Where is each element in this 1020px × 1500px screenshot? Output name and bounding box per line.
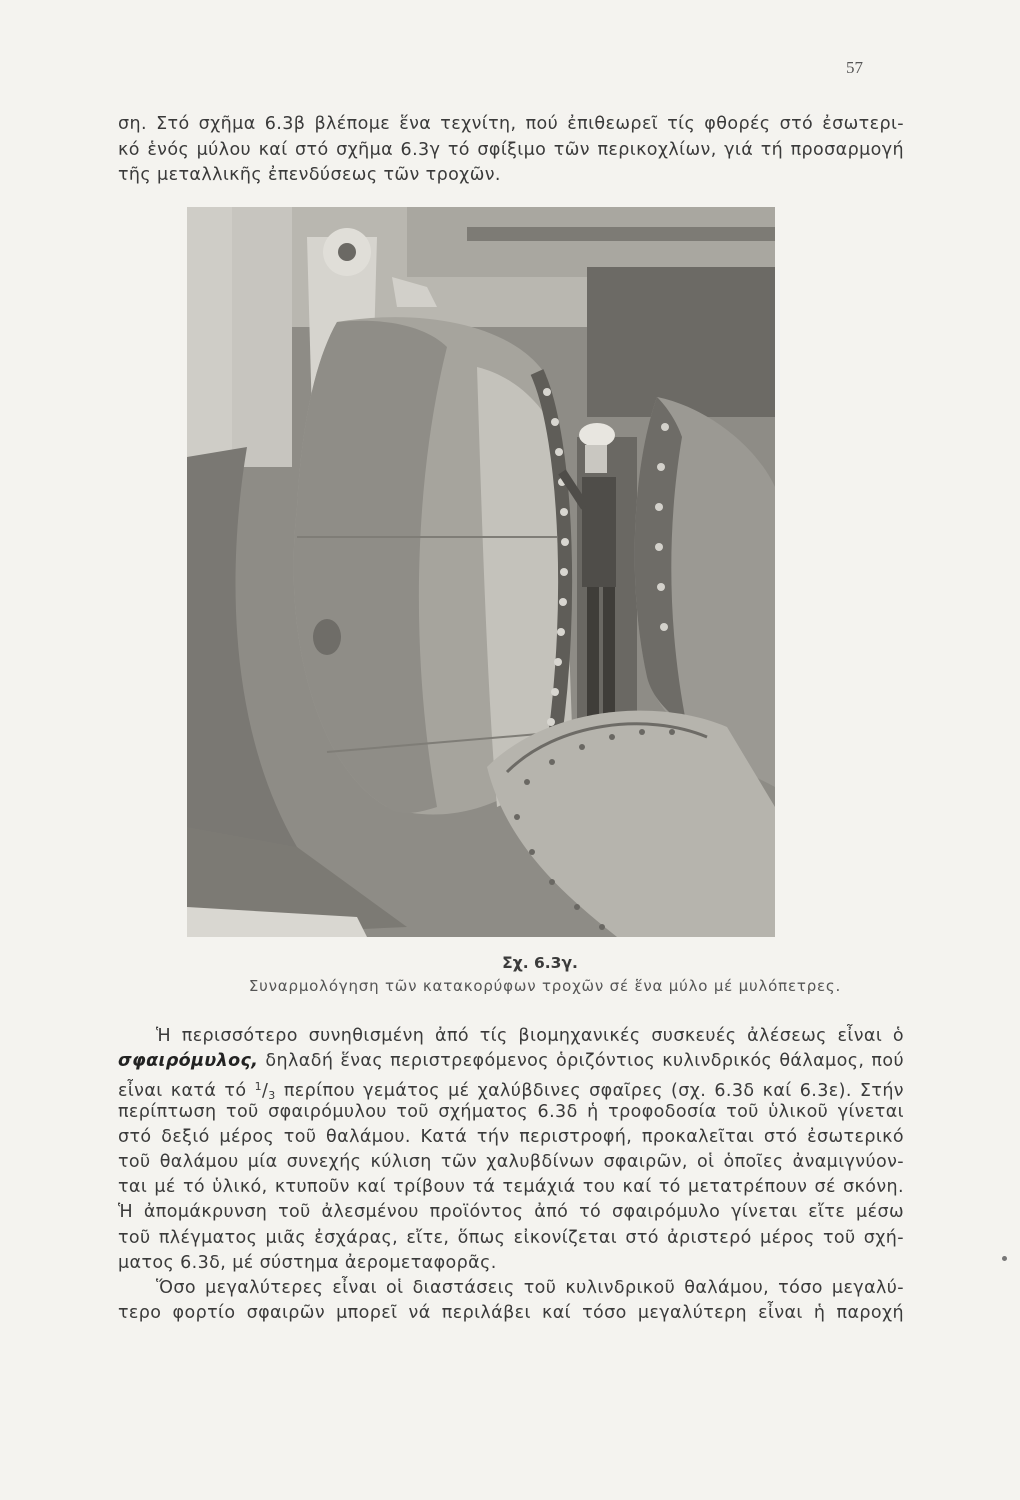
text-line: κό ἑνός μύλου καί στό σχῆμα 6.3γ τό σφίξιμο τῶν περικοχλίων, γιά τή προσαρμογή	[118, 139, 904, 160]
key-term: σφαιρόμυλος,	[118, 1051, 259, 1072]
page-number: 57	[846, 58, 863, 77]
text-line: τοῦ θαλάμου μία συνεχής κύλιση τῶν χαλυβδίνων σφαιρῶν, οἱ ὁποῖες ἀναμιγνύον-	[118, 1151, 904, 1172]
body-text	[118, 1024, 904, 1326]
fraction-numerator: 1	[254, 1080, 262, 1094]
text-line: Ὅσο μεγαλύτερες εἶναι οἱ διαστάσεις τοῦ κυλινδρικοῦ θαλάμου, τόσο μεγαλύ-	[156, 1277, 904, 1298]
margin-mark	[1002, 1256, 1007, 1261]
text-line: εἶναι κατά τό $^1/_3$ περίπου γεμάτος μέ χαλύβδινες σφαῖρες (σχ. 6.3δ καί 6.3ε). Στήν	[118, 1074, 904, 1099]
text-line: ση. Στό σχῆμα 6.3β βλέπομε ἕνα τεχνίτη, πού ἐπιθεωρεῖ τίς φθορές στό ἐσωτερι-	[118, 114, 904, 134]
text-span: εἶναι κατά τό	[118, 1081, 255, 1100]
text-line: περίπτωση τοῦ σφαιρόμυλου τοῦ σχήματος 6.3δ ἡ τροφοδοσία τοῦ ὑλικοῦ γίνεται	[118, 1101, 904, 1122]
figure-label: Σχ. 6.3γ.	[502, 954, 578, 972]
text-line: τοῦ πλέγματος μιᾶς ἐσχάρας, εἴτε, ὅπως εἰκονίζεται στό ἀριστερό μέρος τοῦ σχή-	[118, 1227, 904, 1248]
text-line: ματος 6.3δ, μέ σύστημα ἀερομεταφορᾶς.	[118, 1252, 497, 1273]
text-line: τῆς μεταλλικῆς ἐπενδύσεως τῶν τροχῶν.	[118, 165, 501, 185]
text-line: Ἡ περισσότερο συνηθισμένη ἀπό τίς βιομηχανικές συσκευές ἀλέσεως εἶναι ὁ	[156, 1026, 904, 1046]
text-line: τερο φορτίο σφαιρῶν μπορεῖ νά περιλάβει καί τόσο μεγαλύτερη εἶναι ἡ παροχή	[118, 1303, 904, 1324]
fraction-denominator: 3	[268, 1089, 276, 1100]
text-span: δηλαδή ἕνας περιστρεφόμενος ὁριζόντιος κυλινδρικός θάλαμος, πού	[258, 1051, 904, 1072]
top-paragraph	[118, 112, 904, 189]
text-line: ται μέ τό ὑλικό, κτυποῦν καί τρίβουν τά τεμάχιά του καί τό μετατρέπουν σέ σκόνη.	[118, 1177, 904, 1198]
figure-caption: Συναρμολόγηση τῶν κατακορύφων τροχῶν σέ ἕνα μύλο μέ μυλόπετρες.	[248, 977, 842, 995]
figure-photo	[187, 207, 775, 937]
text-span: περίπου γεμάτος μέ χαλύβδινες σφαῖρες (σχ. 6.3δ καί 6.3ε). Στήν	[275, 1081, 904, 1100]
text-line	[118, 1049, 904, 1074]
text-line: Ἡ ἀπομάκρυνση τοῦ ἀλεσμένου προϊόντος ἀπό τό σφαιρόμυλο γίνεται εἴτε μέσω	[118, 1202, 904, 1223]
text-line: στό δεξιό μέρος τοῦ θαλάμου. Κατά τήν περιστροφή, προκαλεῖται στό ἐσωτερικό	[118, 1126, 904, 1147]
